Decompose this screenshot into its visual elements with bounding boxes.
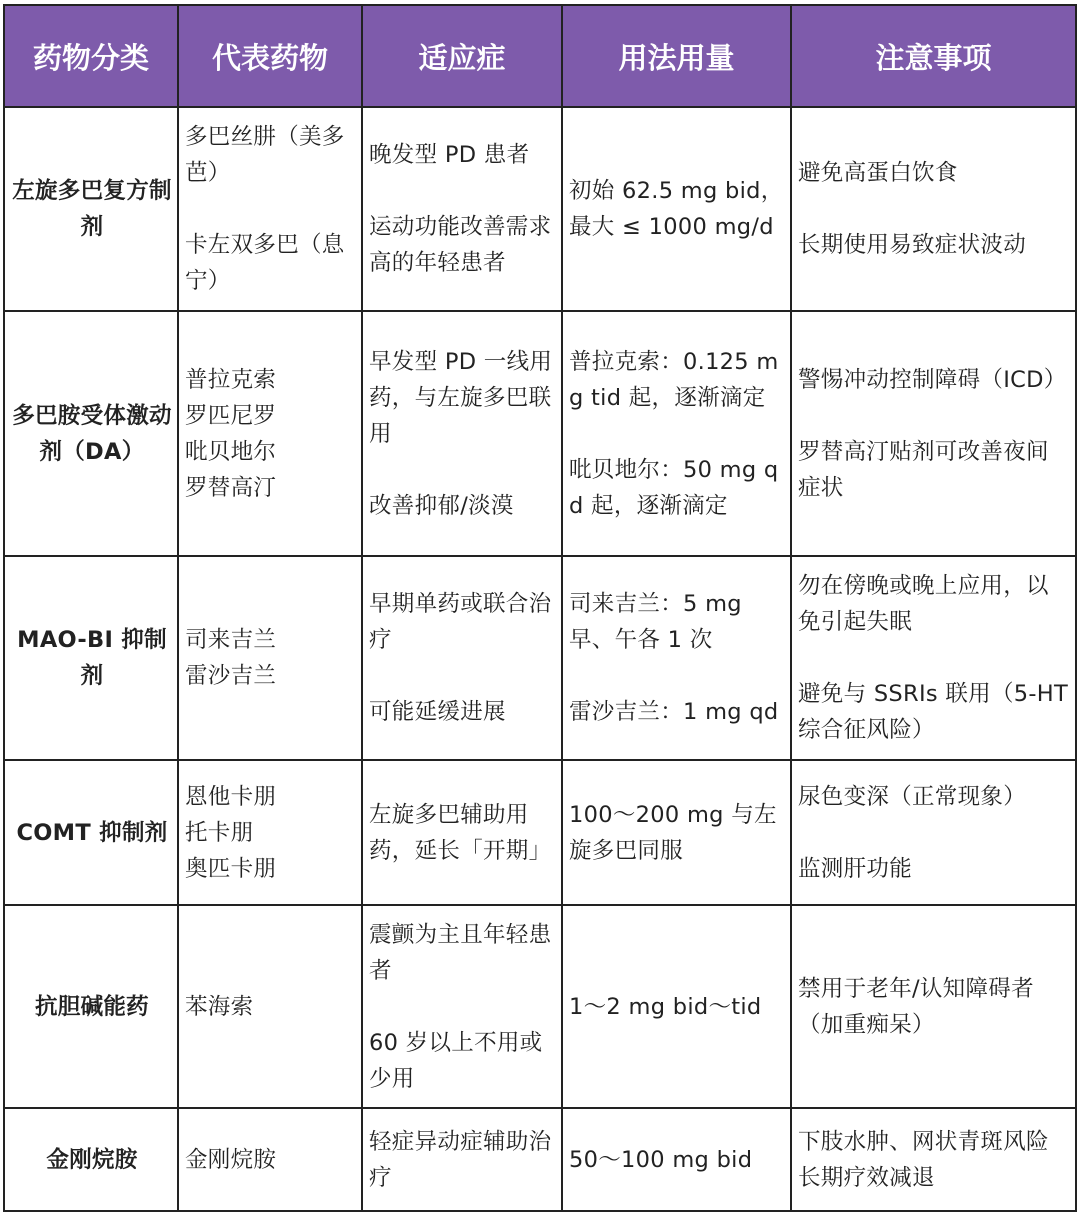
dosage-cell	[562, 905, 791, 1108]
indications-line: 左旋多巴辅助用药，延长「开期」	[369, 801, 552, 864]
header-dosage: 用法用量	[562, 5, 791, 107]
notes-cell	[791, 311, 1076, 556]
drugs-line: 苯海索	[185, 993, 254, 1020]
notes-paragraph	[798, 971, 1071, 1043]
indications-paragraph	[369, 586, 557, 658]
dosage-line: 普拉克索：0.125 mg tid 起，逐渐滴定	[569, 348, 779, 411]
indications-cell	[362, 556, 562, 760]
drugs-paragraph	[185, 622, 357, 694]
table-row	[4, 760, 1076, 905]
dosage-line: 雷沙吉兰：1 mg qd	[569, 699, 779, 725]
notes-paragraph	[798, 851, 1071, 887]
indications-paragraph	[369, 917, 557, 989]
notes-cell	[791, 107, 1076, 311]
table-row	[4, 905, 1076, 1108]
drugs-line: 奥匹卡朋	[185, 855, 277, 882]
notes-cell	[791, 556, 1076, 760]
dosage-line: 50～100 mg bid	[569, 1146, 753, 1173]
drugs-line: 恩他卡朋	[185, 783, 277, 810]
notes-paragraph	[798, 362, 1071, 398]
dosage-paragraph	[569, 344, 786, 416]
indications-cell	[362, 905, 562, 1108]
drugs-line: 多巴丝肼（美多芭）	[185, 124, 345, 186]
drugs-line: 吡贝地尔	[185, 438, 277, 465]
dosage-line: 司来吉兰：5 mg 早、午各 1 次	[569, 591, 742, 653]
notes-line: 避免高蛋白饮食	[798, 160, 958, 186]
drugs-line: 罗替高汀	[185, 474, 277, 501]
drugs-cell	[178, 107, 362, 311]
table-body	[4, 107, 1076, 1211]
table-row	[4, 311, 1076, 556]
drugs-line: 卡左双多巴（息宁）	[185, 232, 345, 294]
indications-line: 可能延缓进展	[369, 699, 506, 725]
drugs-line: 雷沙吉兰	[185, 663, 277, 689]
indications-line: 早期单药或联合治疗	[369, 591, 552, 653]
indications-cell	[362, 1108, 562, 1211]
notes-paragraph	[798, 568, 1071, 640]
notes-line: 罗替高汀贴剂可改善夜间症状	[798, 438, 1049, 501]
notes-paragraph	[798, 155, 1071, 191]
indications-paragraph	[369, 797, 557, 869]
notes-paragraph	[798, 1124, 1071, 1196]
drugs-cell	[178, 556, 362, 760]
indications-line: 轻症异动症辅助治疗	[369, 1128, 552, 1191]
drugs-line: 司来吉兰	[185, 627, 277, 653]
drugs-cell	[178, 760, 362, 905]
category-cell: 抗胆碱能药	[4, 905, 178, 1108]
table-row	[4, 556, 1076, 760]
notes-cell	[791, 1108, 1076, 1211]
notes-line: 长期使用易致症状波动	[798, 232, 1027, 258]
drugs-paragraph	[185, 989, 357, 1025]
dosage-paragraph	[569, 989, 786, 1025]
drugs-paragraph	[185, 779, 357, 887]
dosage-paragraph	[569, 173, 786, 245]
dosage-line: 初始 62.5 mg bid，最大 ≤ 1000 mg/d	[569, 178, 784, 240]
notes-line: 勿在傍晚或晚上应用，以免引起失眠	[798, 573, 1049, 635]
table-row	[4, 107, 1076, 311]
category-cell: 多巴胺受体激动剂（DA）	[4, 311, 178, 556]
drugs-cell	[178, 1108, 362, 1211]
indications-cell	[362, 107, 562, 311]
drugs-cell	[178, 311, 362, 556]
drugs-line: 托卡朋	[185, 819, 254, 846]
indications-paragraph	[369, 694, 557, 730]
dosage-cell	[562, 760, 791, 905]
drugs-cell	[178, 905, 362, 1108]
header-row	[4, 5, 1076, 107]
drugs-line: 罗匹尼罗	[185, 402, 277, 429]
dosage-paragraph	[569, 452, 786, 524]
drugs-paragraph	[185, 119, 357, 191]
indications-line: 60 岁以上不用或少用	[369, 1029, 543, 1092]
category-cell: 金刚烷胺	[4, 1108, 178, 1211]
dosage-paragraph	[569, 586, 786, 658]
indications-paragraph	[369, 1025, 557, 1097]
notes-paragraph	[798, 434, 1071, 506]
indications-line: 运动功能改善需求高的年轻患者	[369, 214, 552, 276]
drugs-paragraph	[185, 362, 357, 506]
table-header	[4, 5, 1076, 107]
drugs-paragraph	[185, 227, 357, 299]
dosage-cell	[562, 556, 791, 760]
dosage-cell	[562, 311, 791, 556]
notes-cell	[791, 760, 1076, 905]
drugs-line: 普拉克索	[185, 366, 277, 393]
dosage-cell	[562, 1108, 791, 1211]
indications-paragraph	[369, 488, 557, 524]
notes-line: 警惕冲动控制障碍（ICD）	[798, 366, 1067, 393]
notes-line: 下肢水肿、网状青斑风险	[798, 1128, 1049, 1155]
dosage-line: 吡贝地尔：50 mg qd 起，逐渐滴定	[569, 456, 779, 519]
drug-table	[3, 4, 1077, 1212]
indications-line: 震颤为主且年轻患者	[369, 921, 552, 984]
indications-line: 改善抑郁/淡漠	[369, 492, 514, 519]
notes-line: 禁用于老年/认知障碍者（加重痴呆）	[798, 975, 1034, 1038]
indications-cell	[362, 311, 562, 556]
notes-line: 避免与 SSRIs 联用（5-HT综合征风险）	[798, 681, 1069, 743]
indications-line: 晚发型 PD 患者	[369, 142, 530, 168]
notes-paragraph	[798, 779, 1071, 815]
category-cell: COMT 抑制剂	[4, 760, 178, 905]
indications-paragraph	[369, 137, 557, 173]
header-notes: 注意事项	[791, 5, 1076, 107]
category-cell: MAO-BI 抑制剂	[4, 556, 178, 760]
indications-paragraph	[369, 344, 557, 452]
notes-paragraph	[798, 227, 1071, 263]
notes-line: 长期疗效减退	[798, 1164, 935, 1191]
header-category: 药物分类	[4, 5, 178, 107]
dosage-paragraph	[569, 797, 786, 869]
notes-line: 监测肝功能	[798, 855, 913, 882]
table-row	[4, 1108, 1076, 1211]
drugs-line: 金刚烷胺	[185, 1146, 277, 1173]
notes-paragraph	[798, 676, 1071, 748]
header-drugs: 代表药物	[178, 5, 362, 107]
notes-line: 尿色变深（正常现象）	[798, 783, 1027, 810]
indications-paragraph	[369, 1124, 557, 1196]
indications-paragraph	[369, 209, 557, 281]
dosage-line: 100～200 mg 与左旋多巴同服	[569, 801, 777, 864]
dosage-paragraph	[569, 1142, 786, 1178]
category-cell: 左旋多巴复方制剂	[4, 107, 178, 311]
drugs-paragraph	[185, 1142, 357, 1178]
notes-cell	[791, 905, 1076, 1108]
indications-cell	[362, 760, 562, 905]
dosage-cell	[562, 107, 791, 311]
dosage-line: 1～2 mg bid～tid	[569, 993, 762, 1020]
header-indications: 适应症	[362, 5, 562, 107]
indications-line: 早发型 PD 一线用药，与左旋多巴联用	[369, 348, 553, 447]
dosage-paragraph	[569, 694, 786, 730]
